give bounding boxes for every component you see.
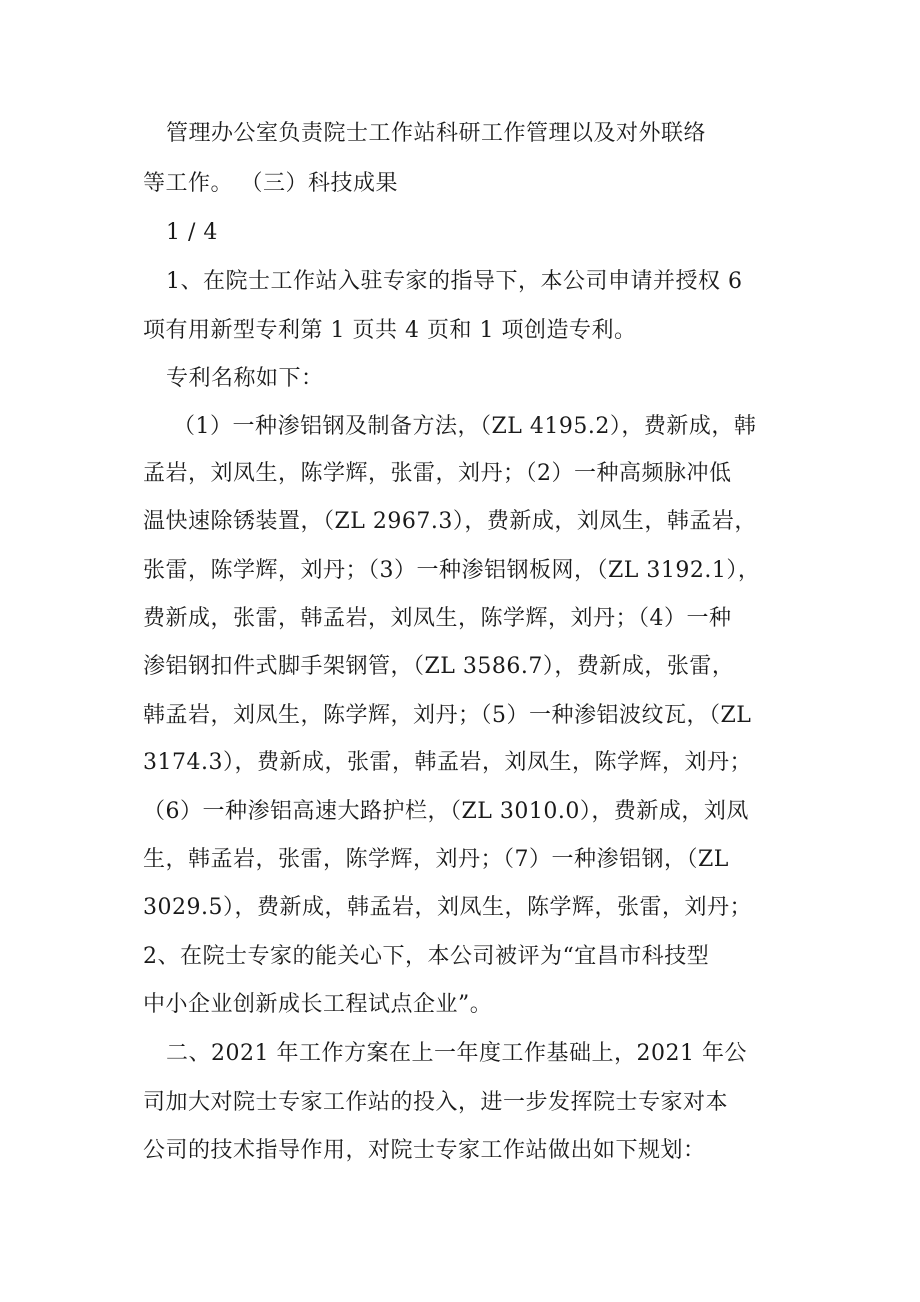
paragraph-line: 2、在院士专家的能关心下，本公司被评为“宜昌市科技型: [143, 944, 710, 969]
paragraph-line: 公司的技术指导作用，对院士专家工作站做出如下规划：: [143, 1138, 706, 1163]
paragraph-line: 专利名称如下：: [166, 366, 324, 391]
paragraph-line: 生，韩孟岩，张雷，陈学辉，刘丹；（7）一种渗铝钢，（ZL: [143, 847, 729, 872]
paragraph-line: 1、在院士工作站入驻专家的指导下，本公司申请并授权 6: [166, 269, 743, 294]
paragraph-line: （1）一种渗铝钢及制备方法，（ZL 4195.2），费新成，韩: [173, 414, 757, 439]
paragraph-line: 韩孟岩，刘凤生，陈学辉，刘丹；（5）一种渗铝波纹瓦，（ZL: [143, 703, 752, 728]
paragraph-line: 项有用新型专利第 1 页共 4 页和 1 项创造专利。: [143, 318, 637, 343]
page-number: 1 / 4: [166, 220, 218, 245]
paragraph-line: 渗铝钢扣件式脚手架钢管，（ZL 3586.7），费新成，张雷，: [143, 654, 735, 679]
paragraph-line: 张雷，陈学辉，刘丹；（3）一种渗铝钢板网，（ZL 3192.1），: [143, 558, 761, 583]
paragraph-line: 费新成，张雷，韩孟岩，刘凤生，陈学辉，刘丹；（4）一种: [143, 606, 732, 631]
paragraph-line: （6）一种渗铝高速大路护栏，（ZL 3010.0），费新成，刘凤: [143, 799, 749, 824]
paragraph-line: 中小企业创新成长工程试点企业”。: [143, 992, 493, 1017]
paragraph-line: 二、2021 年工作方案在上一年度工作基础上，2021 年公: [166, 1041, 747, 1066]
paragraph-line: 温快速除锈装置，（ZL 2967.3），费新成，刘凤生，韩孟岩，: [143, 509, 757, 534]
paragraph-line: 3174.3），费新成，张雷，韩孟岩，刘凤生，陈学辉，刘丹；: [143, 750, 752, 775]
paragraph-line: 孟岩，刘凤生，陈学辉，张雷，刘丹；（2）一种高频脉冲低: [143, 461, 732, 486]
paragraph-line: 管理办公室负责院士工作站科研工作管理以及对外联络: [166, 121, 707, 146]
paragraph-line: 司加大对院士专家工作站的投入，进一步发挥院士专家对本: [143, 1090, 729, 1115]
paragraph-line: 等工作。 （三）科技成果: [143, 171, 398, 196]
paragraph-line: 3029.5），费新成，韩孟岩，刘凤生，陈学辉，张雷，刘丹；: [143, 895, 752, 920]
